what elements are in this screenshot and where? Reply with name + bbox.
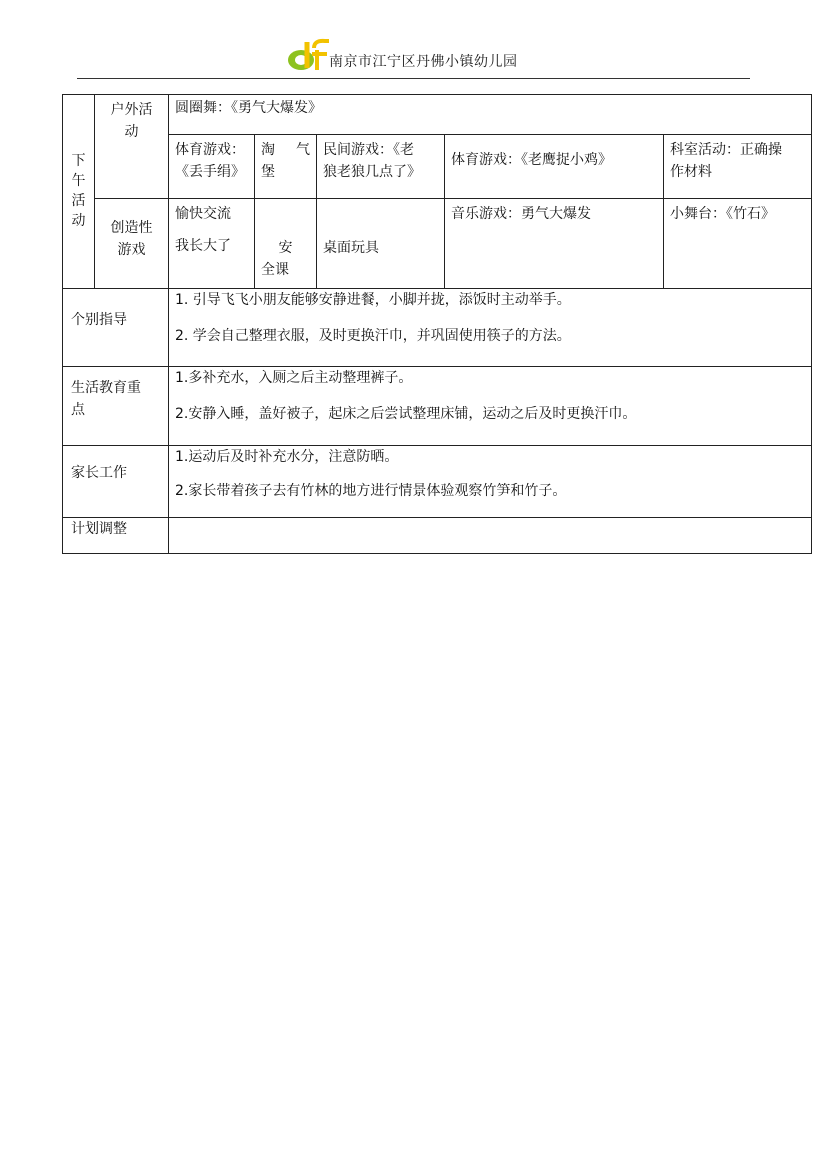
creative-cell-5: 小舞台：《竹石》 [664, 199, 812, 289]
school-name: 南京市江宁区丹佛小镇幼儿园 [329, 54, 518, 70]
parent-work-content: 1.运动后及时补充水分，注意防晒。 2.家长带着孩子去有竹林的地方进行情景体验观察竹笋和竹子。 [169, 446, 812, 518]
life-education-content: 1.多补充水，入厕之后主动整理裤子。 2.安静入睡，盖好被子，起床之后尝试整理床铺，运动之后及时更换汗巾。 [169, 367, 812, 446]
afternoon-section-label: 下午活动 [63, 95, 95, 289]
table-row [63, 446, 812, 518]
table-row [63, 289, 812, 367]
table-row [63, 518, 812, 554]
creative-label: 创造性 游戏 [95, 199, 169, 289]
table-row [63, 199, 812, 289]
table-row [63, 367, 812, 446]
outdoor-cell-1: 体育游戏： 《丢手绢》 [169, 135, 255, 199]
outdoor-cell-4: 体育游戏：《老鹰捉小鸡》 [445, 135, 664, 199]
life-education-label: 生活教育重 点 [63, 367, 169, 446]
creative-cell-2: 安 全课 [255, 199, 317, 289]
creative-cell-4: 音乐游戏：勇气大爆发 [445, 199, 664, 289]
page-header [77, 38, 750, 80]
circle-dance-cell: 圆圈舞：《勇气大爆发》 [169, 95, 812, 135]
individual-guidance-content: 1. 引导飞飞小朋友能够安静进餐，小脚并拢，添饭时主动举手。 2. 学会自己整理衣服，及时更换汗巾，并巩固使用筷子的方法。 [169, 289, 812, 367]
outdoor-label: 户外活 动 [95, 95, 169, 199]
plan-adjust-label: 计划调整 [63, 518, 169, 554]
outdoor-cell-3: 民间游戏：《老 狼老狼几点了》 [317, 135, 445, 199]
table-row [63, 135, 812, 199]
parent-work-label: 家长工作 [63, 446, 169, 518]
table-row [63, 95, 812, 135]
plan-adjust-content [169, 518, 812, 554]
outdoor-cell-5: 科室活动：正确操 作材料 [664, 135, 812, 199]
creative-cell-1: 愉快交流 我长大了 [169, 199, 255, 289]
plan-table [62, 94, 812, 554]
individual-guidance-label: 个别指导 [63, 289, 169, 367]
school-logo-icon [287, 38, 333, 72]
header-divider [77, 78, 750, 79]
outdoor-cell-2: 淘 气 堡 [255, 135, 317, 199]
creative-cell-3: 桌面玩具 [317, 199, 445, 289]
